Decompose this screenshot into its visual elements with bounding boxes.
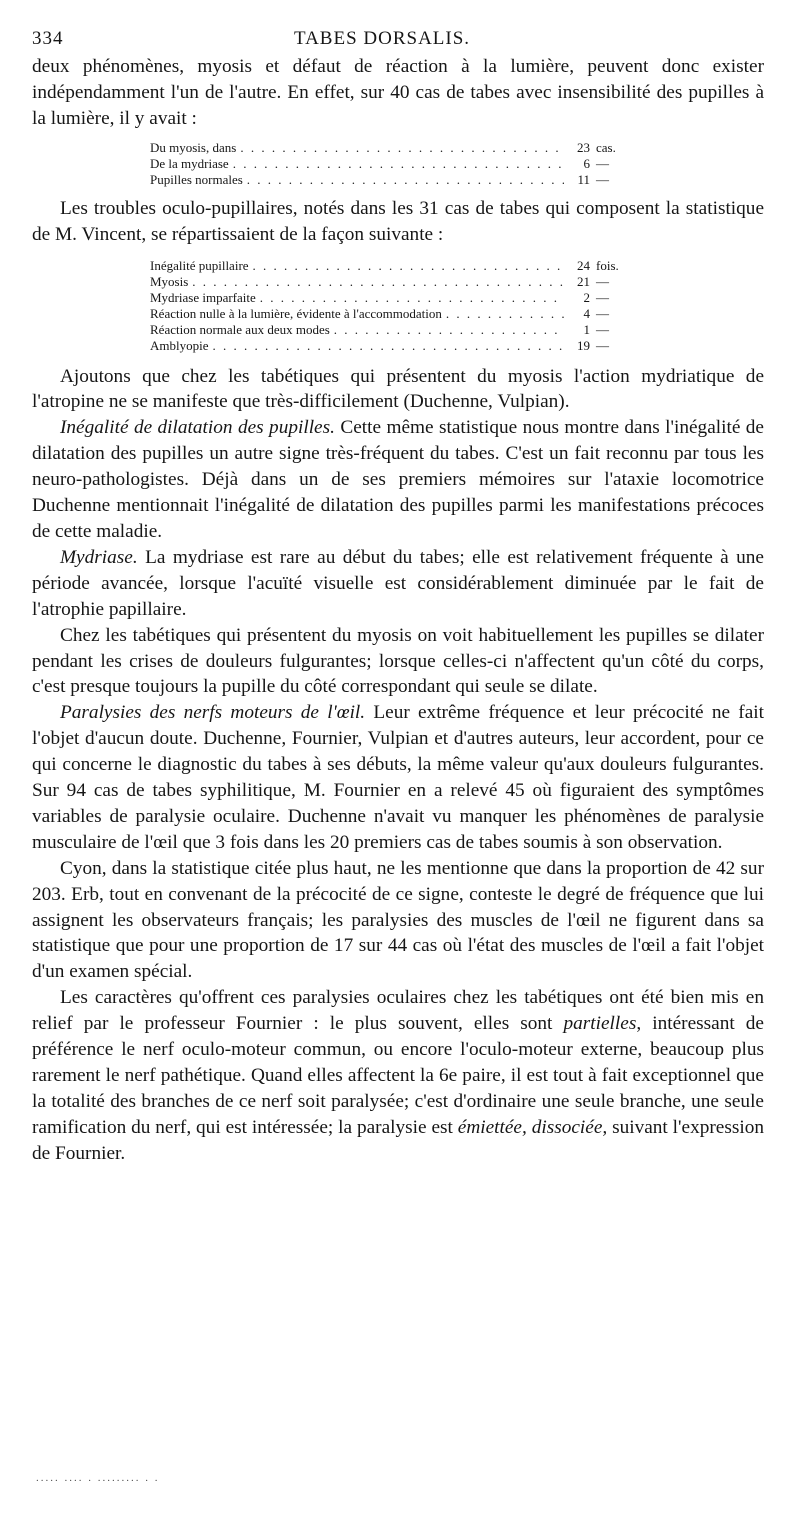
- leader-dots: [213, 338, 565, 354]
- stats-value: 4: [583, 305, 590, 321]
- stats-unit: —: [596, 321, 609, 337]
- paragraph-1: deux phénomènes, myosis et défaut de réaction à la lumière, peuvent donc exister indépendamment l'un de l'autre. En effet, sur 40 cas de tabes avec insensibilité des pupilles à la lumière, il y avait :: [32, 56, 764, 129]
- stats-value: 21: [577, 273, 590, 289]
- stats-row: [150, 322, 642, 338]
- stats-row: [150, 290, 642, 306]
- stats-value: 2: [583, 289, 590, 305]
- stats-row: [150, 156, 642, 172]
- leader-dots: [446, 306, 564, 322]
- stats-value: 1: [583, 321, 590, 337]
- section-heading-inegalite: Inégalité de dilatation des pupilles.: [60, 417, 335, 439]
- leader-dots: [253, 258, 564, 274]
- stats-row: [150, 338, 642, 354]
- stats-table-2: [150, 258, 642, 354]
- section-heading-mydriase: Mydriase.: [60, 546, 138, 568]
- stats-label: Mydriase imparfaite: [150, 289, 256, 305]
- stats-unit: —: [596, 155, 609, 171]
- stats-unit: —: [596, 273, 609, 289]
- page-header: [32, 28, 764, 54]
- paragraph-8: Cyon, dans la statistique citée plus haut, ne les mentionne que dans la proportion de 42 sur 203. Erb, tout en convenant de la précocité de ce signe, conteste le degré de fréquence que lui assignent les observateurs français; les paralysies des muscles de l'œil ne figurent dans sa statistique que pour une proportion de 17 sur 44 cas où l'état des muscles de l'œil a fait l'objet d'un examen spécial.: [32, 857, 764, 983]
- paragraph-text: La mydriase est rare au début du tabes; elle est relativement fréquente à une période avancée, lorsque l'acuïté visuelle est considérablement diminuée par le fait de l'atrophie papillaire.: [32, 546, 764, 620]
- stats-unit: —: [596, 337, 609, 353]
- stats-row: [150, 258, 642, 274]
- emphasis-text: partielles: [563, 1013, 637, 1035]
- paragraph-text: , intéressant de préférence le nerf oculo-moteur commun, ou encore l'oculo-moteur externe, beaucoup plus rarement le nerf pathétique. Quand elles affectent la 6e paire, il est tout à fait exceptionnel que la totalité des branches de ce nerf soit paralysée; c'est d'ordinaire une seule branche, une seule ramification du nerf, qui est intéressée; la paralysie est: [32, 1013, 764, 1138]
- footer-printer-mark: ..... .... . ......... . .: [36, 1472, 160, 1484]
- paragraph-2: Les troubles oculo-pupillaires, notés dans les 31 cas de tabes qui composent la statistique de M. Vincent, se répartissaient de la façon suivante :: [32, 197, 764, 245]
- stats-table-1: [150, 140, 642, 188]
- stats-label: Inégalité pupillaire: [150, 257, 249, 273]
- leader-dots: [233, 156, 564, 172]
- stats-row: [150, 140, 642, 156]
- stats-unit: cas.: [596, 139, 616, 155]
- leader-dots: [334, 322, 564, 338]
- stats-unit: fois.: [596, 257, 619, 273]
- emphasis-text: émiettée, dissociée,: [457, 1116, 608, 1138]
- stats-value: 19: [577, 337, 590, 353]
- paragraph-text: Les caractères qu'offrent ces paralysies oculaires chez les tabétiques ont été bien mis en relief par le professeur Fournier : le plus souvent, elles sont: [32, 987, 764, 1035]
- stats-unit: —: [596, 289, 609, 305]
- stats-row: [150, 172, 642, 188]
- stats-label: Réaction nulle à la lumière, évidente à l'accommodation: [150, 305, 442, 321]
- stats-label: De la mydriase: [150, 155, 229, 171]
- leader-dots: [260, 290, 564, 306]
- stats-unit: —: [596, 171, 609, 187]
- paragraph-7: [32, 700, 764, 855]
- paragraph-4: [32, 415, 764, 545]
- paragraph-6: Chez les tabétiques qui présentent du myosis on voit habituellement les pupilles se dilater pendant les crises de douleurs fulgurantes; lorsque celles-ci n'affectent qu'un côté du corps, c'est presque toujours la pupille du côté correspondant qui seule se dilate.: [32, 624, 764, 698]
- page: [32, 28, 764, 1167]
- stats-unit: —: [596, 305, 609, 321]
- paragraph-5: [32, 545, 764, 623]
- paragraph-9: [32, 985, 764, 1166]
- paragraph-text: Cette même statistique nous montre dans l'inégalité de dilatation des pupilles un autre signe très-fréquent du tabes. C'est un fait reconnu par tous les neuro-pathologistes. Déjà dans un de ses premiers mémoires sur l'ataxie locomotrice Duchenne mentionnait l'inégalité de dilatation des pupilles parmi les manifestations précoces de cette maladie.: [32, 417, 764, 542]
- stats-label: Réaction normale aux deux modes: [150, 321, 330, 337]
- stats-row: [150, 306, 642, 322]
- paragraph-text: suivant l'expression de Fournier.: [32, 1116, 764, 1164]
- stats-label: Du myosis, dans: [150, 139, 237, 155]
- paragraph-3: Ajoutons que chez les tabétiques qui présentent du myosis l'action mydriatique de l'atropine ne se manifeste que très-difficilement (Duchenne, Vulpian).: [32, 365, 764, 413]
- stats-row: [150, 274, 642, 290]
- stats-value: 11: [577, 171, 590, 187]
- leader-dots: [192, 274, 564, 290]
- stats-label: Myosis: [150, 273, 189, 289]
- leader-dots: [247, 172, 564, 188]
- paragraph-text: Leur extrême fréquence et leur précocité ne fait l'objet d'aucun doute. Duchenne, Fournier, Vulpian et d'autres auteurs, leur accordent, pour ce qui concerne le diagnostic du tabes à ses débuts, la même valeur qu'aux douleurs fulgurantes. Sur 94 cas de tabes syphilitique, M. Fournier en a relevé 45 où figuraient des symptômes variables de paralysie oculaire. Duchenne n'avait vu manquer les phénomènes de paralysie musculaire de l'œil que 3 fois dans les 20 premiers cas de tabes soumis à son observation.: [32, 702, 764, 853]
- stats-value: 6: [583, 155, 590, 171]
- section-heading-paralysies: Paralysies des nerfs moteurs de l'œil.: [60, 702, 366, 724]
- stats-label: Pupilles normales: [150, 171, 243, 187]
- page-number: 334: [32, 28, 64, 49]
- leader-dots: [240, 140, 564, 156]
- stats-value: 24: [577, 257, 590, 273]
- running-title: TABES DORSALIS.: [294, 28, 471, 49]
- body-text: [32, 54, 764, 1167]
- stats-label: Amblyopie: [150, 337, 209, 353]
- stats-value: 23: [577, 139, 590, 155]
